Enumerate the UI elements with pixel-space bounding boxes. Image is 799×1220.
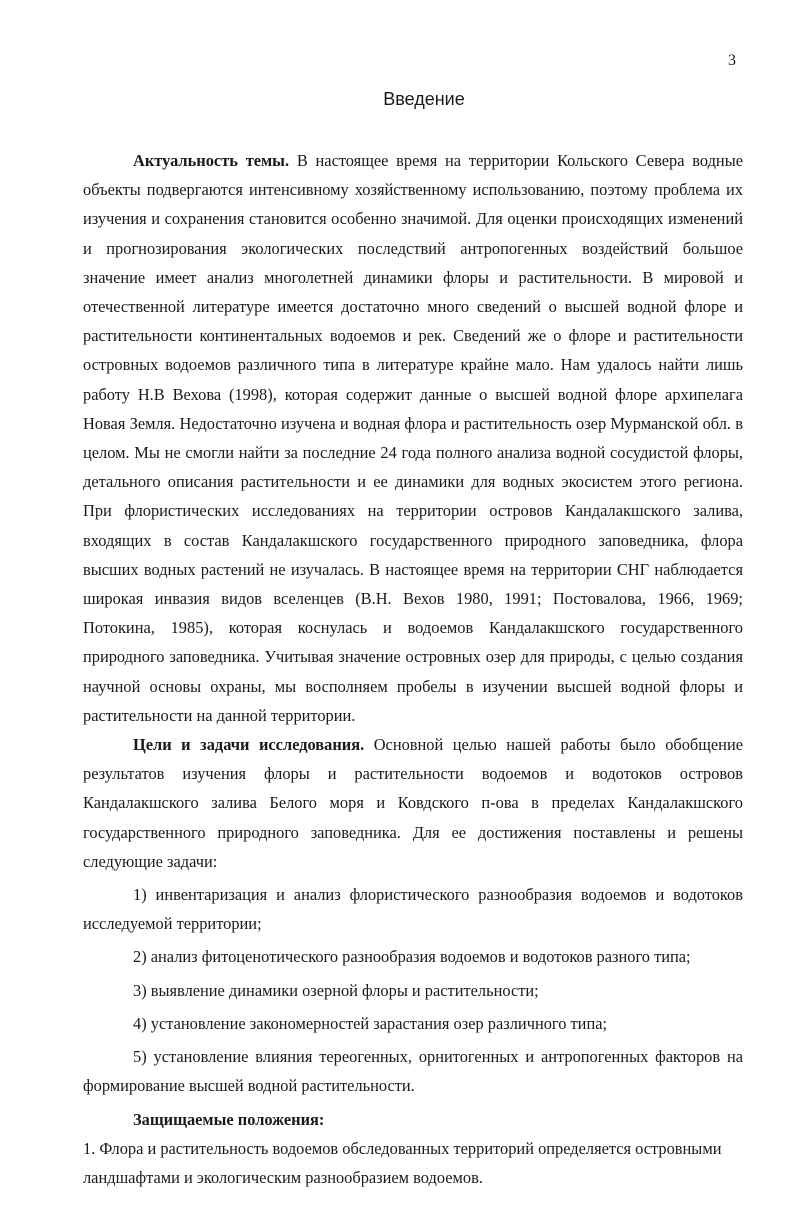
task-item-1: 1) инвентаризация и анализ флористического разнообразия водоемов и водотоков исследуемой территории; xyxy=(83,885,743,934)
defended-point-1-line-1: 1. Флора и растительность водоемов обследованных территорий определяется островными xyxy=(83,1138,722,1158)
relevance-text: В настоящее время на территории Кольского Севера водные объекты подвергаются интенсивному хозяйственному использованию, поэтому проблема их изучения и сохранения становится особенно значимой. Для оценки происходящих изменений и прогнозирования экологических последствий антропогенных воздействий большое значение имеет анализ многолетней динамики флоры и растительности. В мировой и отечественной литературе имеется достаточно много сведений о высшей водной флоре и растительности континентальных водоемов и рек. Сведений же о флоре и растительности островных водоемов различного типа в литературе крайне мало. Нам удалось найти лишь работу Н.В Вехова (1998), которая содержит данные о высшей водной флоре архипелага Новая Земля. Недостаточно изучена и водная флора и растительность озер Мурманской обл. в целом. Мы не смогли найти за последние 24 года полного анализа водной сосудистой флоры, детального описания растительности и ее динамики для водных экосистем этого региона. При флористических исследованиях на территории островов Кандалакшского залива, входящих в состав Кандалакшского государственного природного заповедника, флора высших водных растений не изучалась. В настоящее время на территории СНГ наблюдается широкая инвазия видов вселенцев (В.Н. Вехов 1980, 1991; Постовалова, 1966, 1969; Потокина, 1985), которая коснулась и водоемов Кандалакшского государственного природного заповедника. Учитывая значение островных озер для природы, с целью создания научной основы охраны, мы восполняем пробелы в изучении высшей водной флоры и растительности на данной территории. xyxy=(83,151,743,725)
task-item-2: 2) анализ фитоценотического разнообразия водоемов и водотоков разного типа; xyxy=(133,947,691,967)
goals-paragraph xyxy=(83,730,743,876)
task-item-4: 4) установление закономерностей зарастания озер различного типа; xyxy=(133,1013,608,1033)
goals-text: Основной целью нашей работы было обобщение результатов изучения флоры и растительности водоемов и водотоков островов Кандалакшского залива Белого моря и Ковдского п-ова в пределах Кандалакшского государственного природного заповедника. Для ее достижения поставлены и решены следующие задачи: xyxy=(83,735,743,871)
defended-point-1-line-2: ландшафтами и экологическим разнообразием водоемов. xyxy=(83,1167,483,1187)
section-title: Введение xyxy=(383,89,465,109)
task-item-5: 5) установление влияния тереогенных, орнитогенных и антропогенных факторов на формирование высшей водной растительности. xyxy=(83,1047,743,1096)
page-number: 3 xyxy=(728,52,736,69)
document-body xyxy=(83,146,743,1192)
goals-label: Цели и задачи исследования. xyxy=(133,735,365,755)
defended-label: Защищаемые положения: xyxy=(133,1109,325,1129)
relevance-label: Актуальность темы. xyxy=(133,151,290,170)
relevance-paragraph xyxy=(83,146,743,730)
task-item-3: 3) выявление динамики озерной флоры и растительности; xyxy=(133,980,539,1000)
defended-heading xyxy=(83,1105,743,1134)
